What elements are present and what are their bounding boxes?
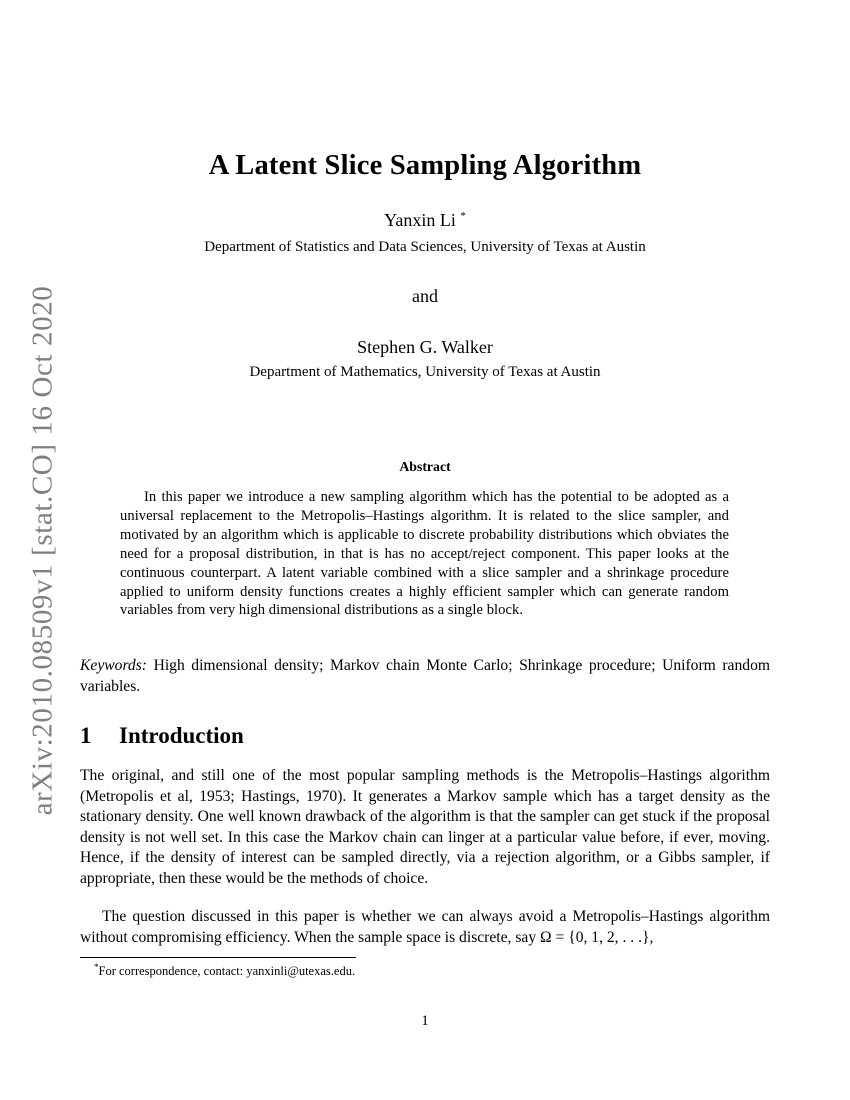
keywords-label: Keywords: bbox=[80, 657, 147, 674]
abstract-heading: Abstract bbox=[399, 459, 451, 474]
footnote-rule bbox=[80, 957, 356, 958]
keywords bbox=[80, 655, 770, 697]
author-2-name: Stephen G. Walker bbox=[357, 337, 493, 357]
footnote-mark: * bbox=[94, 962, 99, 972]
section-number: 1 bbox=[80, 723, 92, 748]
author-1-name: Yanxin Li bbox=[384, 210, 456, 230]
author-1-affiliation: Department of Statistics and Data Sciences, University of Texas at Austin bbox=[204, 239, 646, 255]
keywords-text: High dimensional density; Markov chain Monte Carlo; Shrinkage procedure; Uniform random variables. bbox=[80, 657, 770, 695]
author-conjunction: and bbox=[412, 286, 438, 306]
footnote bbox=[80, 962, 770, 979]
paper-title: A Latent Slice Sampling Algorithm bbox=[208, 150, 642, 181]
author-2-affiliation: Department of Mathematics, University of Texas at Austin bbox=[249, 364, 601, 380]
section-heading bbox=[80, 723, 244, 749]
author-1 bbox=[0, 210, 850, 231]
intro-paragraph-2: The question discussed in this paper is whether we can always avoid a Metropolis–Hastings algorithm without compromising efficiency. When the sample space is discrete, say Ω = {0, 1, 2, . . .}, bbox=[80, 908, 770, 946]
section-title: Introduction bbox=[119, 723, 244, 748]
abstract-text: In this paper we introduce a new sampling algorithm which has the potential to be adopted as a universal replacement to the Metropolis–Hastings algorithm. It is related to the slice sampler, and motivated by an algorithm which is applicable to discrete probability distributions which obviates the need for a proposal distribution, in that is has no accept/reject component. This paper looks at the continuous counterpart. A latent variable combined with a slice sampler and a shrinkage procedure applied to uniform density functions creates a highly efficient sampler which can generate random variables from very high dimensional distributions as a single block. bbox=[120, 489, 729, 619]
author-1-footnote-mark: * bbox=[460, 210, 466, 222]
intro-paragraph-1: The original, and still one of the most popular sampling methods is the Metropolis–Hastings algorithm (Metropolis et al, 1953; Hastings, 1970). It generates a Markov sample which has a target density as the stationary density. One well known drawback of the algorithm is that the sampler can get stuck if the proposal density is not well set. In this case the Markov chain can linger at a particular value before, if ever, moving. Hence, if the density of interest can be sampled directly, via a rejection algorithm, or a Gibbs sampler, if appropriate, then these would be the methods of choice. bbox=[80, 767, 770, 887]
page-number: 1 bbox=[421, 1013, 429, 1029]
arxiv-identifier-text: arXiv:2010.08509v1 [stat.CO] 16 Oct 2020 bbox=[26, 285, 59, 815]
footnote-text: For correspondence, contact: yanxinli@utexas.edu. bbox=[98, 964, 356, 979]
